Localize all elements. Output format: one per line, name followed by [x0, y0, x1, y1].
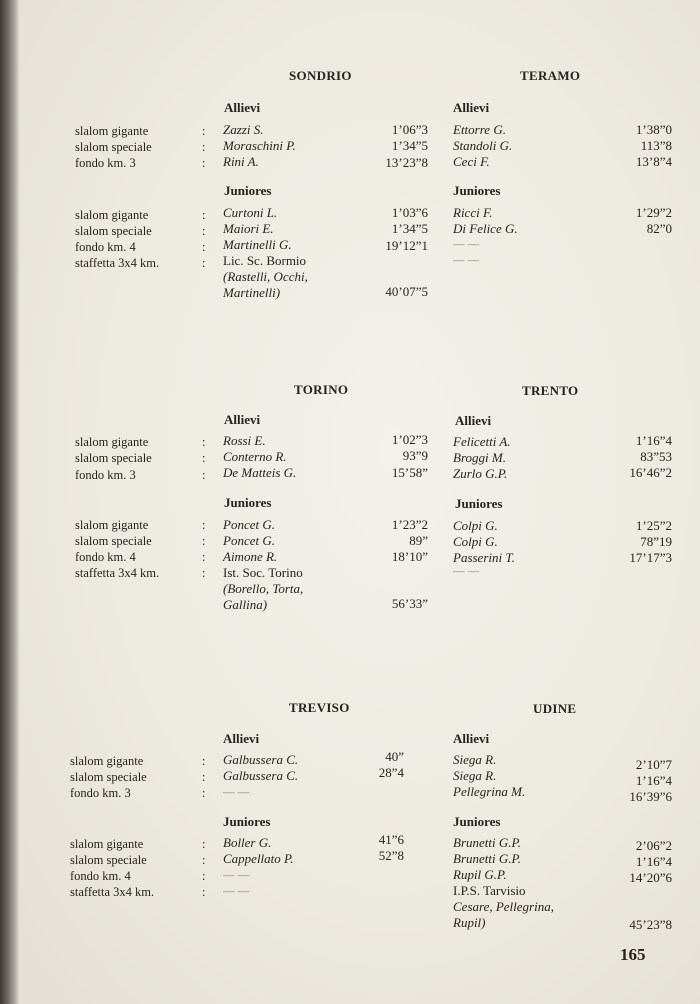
- event-label: fondo km. 4: [75, 240, 136, 254]
- colon-separator: :: [202, 156, 206, 170]
- result-time: 1’06”3: [391, 122, 428, 137]
- event-label: slalom gigante: [75, 208, 149, 222]
- result-time: 16’46”2: [629, 465, 672, 480]
- colon-separator: :: [202, 224, 206, 238]
- result-time: 52”8: [378, 848, 404, 863]
- result-time: 13’8”4: [635, 154, 672, 169]
- result-time: 13’23”8: [385, 155, 428, 170]
- category-allievi-treviso: Allievi: [223, 731, 260, 746]
- empty-entry-dash: — —: [453, 236, 480, 251]
- team-name: Lic. Sc. Bormio: [223, 253, 307, 268]
- athlete-name: Galbussera C.: [223, 768, 299, 783]
- colon-separator: :: [202, 208, 206, 222]
- result-time: 83”53: [640, 449, 672, 464]
- athlete-name: Rini A.: [223, 154, 259, 169]
- colon-separator: :: [202, 853, 206, 867]
- team-members: (Rastelli, Occhi,: [223, 269, 308, 284]
- event-label: fondo km. 3: [75, 156, 136, 170]
- colon-separator: :: [202, 786, 206, 800]
- result-time: 41”6: [378, 832, 404, 847]
- colon-separator: :: [202, 869, 206, 883]
- result-time: 1’38”0: [635, 122, 672, 137]
- province-title-trento: TRENTO: [522, 383, 579, 398]
- team-name: Ist. Soc. Torino: [223, 565, 303, 580]
- athlete-name: Di Felice G.: [453, 221, 518, 236]
- colon-separator: :: [202, 885, 206, 899]
- category-juniores-treviso: Juniores: [223, 814, 271, 829]
- colon-separator: :: [202, 518, 206, 532]
- result-time: 17’17”3: [629, 550, 672, 565]
- result-time: 28”4: [378, 765, 404, 780]
- result-time: 40”: [385, 749, 404, 764]
- result-time: 18’10”: [391, 549, 428, 564]
- empty-entry-dash: — —: [223, 883, 250, 898]
- team-members: Martinelli): [223, 285, 281, 300]
- athlete-name: Siega R.: [453, 752, 497, 767]
- result-time: 1’03”6: [391, 205, 428, 220]
- empty-entry-dash: — —: [453, 563, 480, 578]
- colon-separator: :: [202, 256, 206, 270]
- team-members: Cesare, Pellegrina,: [453, 899, 554, 914]
- result-time: 15’58”: [391, 465, 428, 480]
- athlete-name: Brunetti G.P.: [453, 851, 522, 866]
- colon-separator: :: [202, 550, 206, 564]
- athlete-name: Pellegrina M.: [453, 784, 526, 799]
- result-time: 16’39”6: [629, 789, 672, 804]
- result-time: 19’12”1: [385, 238, 428, 253]
- athlete-name: Poncet G.: [223, 533, 275, 548]
- athlete-name: Rupil G.P.: [453, 867, 507, 882]
- athlete-name: Maiori E.: [223, 221, 274, 236]
- category-juniores-teramo: Juniores: [453, 183, 501, 198]
- result-time: 93”9: [402, 448, 428, 463]
- athlete-name: Moraschini P.: [223, 138, 296, 153]
- colon-separator: :: [202, 837, 206, 851]
- province-title-udine: UDINE: [533, 701, 577, 716]
- event-label: slalom gigante: [70, 837, 144, 851]
- athlete-name: De Matteis G.: [223, 465, 297, 480]
- event-label: slalom speciale: [75, 140, 152, 154]
- event-label: slalom gigante: [75, 124, 149, 138]
- colon-separator: :: [202, 534, 206, 548]
- athlete-name: Curtoni L.: [223, 205, 278, 220]
- athlete-name: Zurlo G.P.: [453, 466, 508, 481]
- athlete-name: Conterno R.: [223, 449, 287, 464]
- athlete-name: Zazzi S.: [223, 122, 264, 137]
- event-label: fondo km. 3: [75, 468, 136, 482]
- colon-separator: :: [202, 451, 206, 465]
- result-time: 1’16”4: [635, 773, 672, 788]
- province-title-torino: TORINO: [294, 382, 349, 397]
- empty-entry-dash: — —: [223, 867, 250, 882]
- team-members: Rupil): [453, 915, 486, 930]
- athlete-name: Brunetti G.P.: [453, 835, 522, 850]
- athlete-name: Poncet G.: [223, 517, 275, 532]
- result-time: 82”0: [646, 221, 672, 236]
- category-allievi-teramo: Allievi: [453, 100, 490, 115]
- event-label: slalom gigante: [70, 754, 144, 768]
- category-juniores-sondrio: Juniores: [224, 183, 272, 198]
- event-label: fondo km. 4: [75, 550, 136, 564]
- result-time: 1’34”5: [391, 138, 428, 153]
- athlete-name: Ettorre G.: [453, 122, 506, 137]
- team-members: (Borello, Torta,: [223, 581, 304, 596]
- result-time: 1’34”5: [391, 221, 428, 236]
- category-juniores-udine: Juniores: [453, 814, 501, 829]
- category-allievi-torino: Allievi: [224, 412, 261, 427]
- colon-separator: :: [202, 140, 206, 154]
- athlete-name: Rossi E.: [223, 433, 266, 448]
- empty-entry-dash: — —: [453, 252, 480, 267]
- event-label: staffetta 3x4 km.: [70, 885, 155, 899]
- athlete-name: Standoli G.: [453, 138, 513, 153]
- athlete-name: Siega R.: [453, 768, 497, 783]
- result-time: 56’33”: [391, 596, 428, 611]
- event-label: slalom speciale: [70, 770, 147, 784]
- event-label: slalom speciale: [75, 451, 152, 465]
- colon-separator: :: [202, 754, 206, 768]
- event-label: fondo km. 3: [70, 786, 131, 800]
- colon-separator: :: [202, 124, 206, 138]
- athlete-name: Felicetti A.: [453, 434, 511, 449]
- result-time: 40’07”5: [385, 284, 428, 299]
- province-title-treviso: TREVISO: [289, 700, 350, 715]
- athlete-name: Broggi M.: [453, 450, 506, 465]
- province-title-sondrio: SONDRIO: [289, 68, 352, 83]
- event-label: slalom speciale: [70, 853, 147, 867]
- category-allievi-sondrio: Allievi: [224, 100, 261, 115]
- team-members: Gallina): [223, 597, 268, 612]
- event-label: slalom speciale: [75, 534, 152, 548]
- result-time: 1’29”2: [635, 205, 672, 220]
- colon-separator: :: [202, 468, 206, 482]
- event-label: slalom speciale: [75, 224, 152, 238]
- event-label: staffetta 3x4 km.: [75, 256, 160, 270]
- athlete-name: Aimone R.: [223, 549, 278, 564]
- category-allievi-trento: Allievi: [455, 413, 492, 428]
- athlete-name: Boller G.: [223, 835, 272, 850]
- result-time: 14’20”6: [629, 870, 672, 885]
- province-title-teramo: TERAMO: [520, 68, 581, 83]
- result-time: 1’16”4: [635, 433, 672, 448]
- book-spine-shadow: [0, 0, 20, 1004]
- category-juniores-torino: Juniores: [224, 495, 272, 510]
- category-juniores-trento: Juniores: [455, 496, 503, 511]
- colon-separator: :: [202, 240, 206, 254]
- event-label: fondo km. 4: [70, 869, 131, 883]
- athlete-name: Colpi G.: [453, 518, 498, 533]
- page-number: 165: [620, 945, 646, 964]
- colon-separator: :: [202, 566, 206, 580]
- team-name: I.P.S. Tarvisio: [453, 883, 526, 898]
- athlete-name: Ceci F.: [453, 154, 490, 169]
- event-label: slalom gigante: [75, 518, 149, 532]
- event-label: slalom gigante: [75, 435, 149, 449]
- result-time: 45’23”8: [629, 917, 672, 932]
- result-time: 1’23”2: [391, 517, 428, 532]
- result-time: 2’10”7: [635, 757, 672, 772]
- colon-separator: :: [202, 435, 206, 449]
- empty-entry-dash: — —: [223, 784, 250, 799]
- athlete-name: Galbussera C.: [223, 752, 299, 767]
- athlete-name: Ricci F.: [453, 205, 493, 220]
- colon-separator: :: [202, 770, 206, 784]
- athlete-name: Colpi G.: [453, 534, 498, 549]
- athlete-name: Cappellato P.: [223, 851, 294, 866]
- result-time: 113”8: [640, 138, 672, 153]
- result-time: 1’02”3: [391, 432, 428, 447]
- athlete-name: Passerini T.: [453, 550, 515, 565]
- result-time: 2’06”2: [635, 838, 672, 853]
- category-allievi-udine: Allievi: [453, 731, 490, 746]
- result-time: 1’16”4: [635, 854, 672, 869]
- result-time: 78”19: [640, 534, 672, 549]
- athlete-name: Martinelli G.: [223, 237, 292, 252]
- result-time: 89”: [409, 533, 428, 548]
- event-label: staffetta 3x4 km.: [75, 566, 160, 580]
- result-time: 1’25”2: [635, 518, 672, 533]
